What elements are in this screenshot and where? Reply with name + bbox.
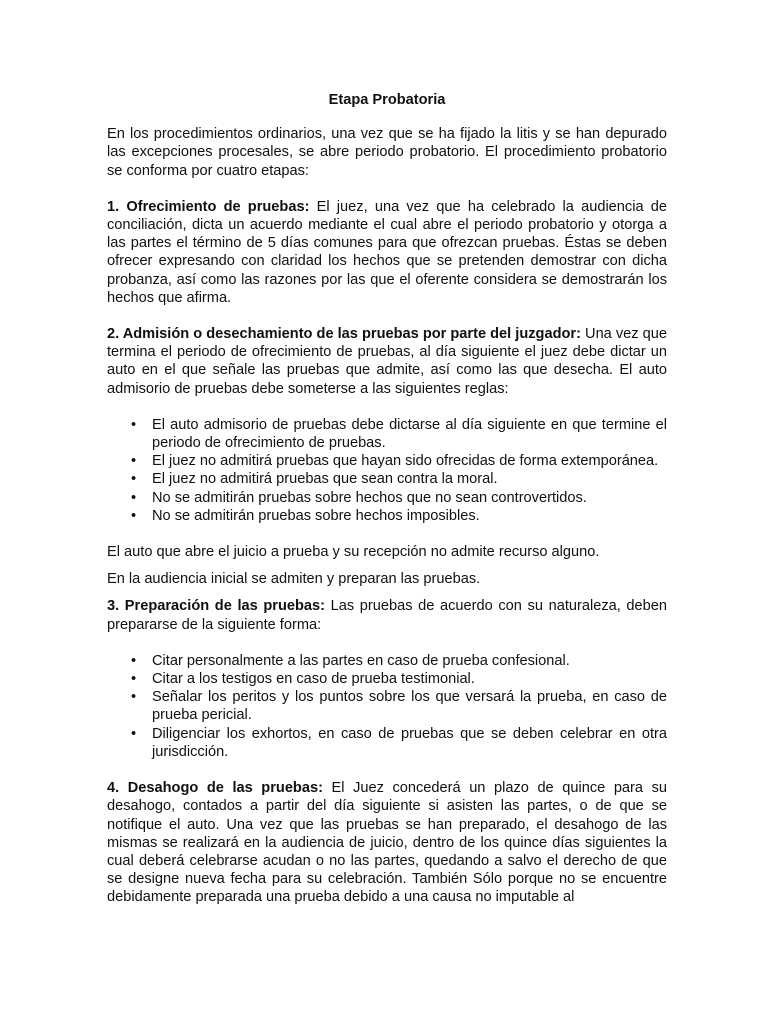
list-item (131, 489, 667, 507)
list-item-text: Diligenciar los exhortos, en caso de pruebas que se deben celebrar en otra jurisdicción. (152, 725, 667, 760)
section-ofrecimiento (107, 198, 667, 307)
section-text: El juez, una vez que ha celebrado la audiencia de conciliación, dicta un acuerdo mediante el cual abre el periodo probatorio y otorga a las partes el término de 5 días comunes para que ofrezcan pruebas. Éstas se deben ofrecer expresando con claridad los hechos que se pretenden demostrar con dicha probanza, así como las razones por las que el oferente considera se demostrarán los hechos que afirma. (107, 198, 667, 306)
preparacion-list (107, 652, 667, 761)
section-admision (107, 325, 667, 398)
list-item (131, 416, 667, 452)
intro-paragraph: En los procedimientos ordinarios, una vez que se ha fijado la litis y se han depurado las excepciones procesales, se abre periodo probatorio. El procedimiento probatorio se conforma por cuatro etapas: (107, 126, 667, 179)
list-item-text: No se admitirán pruebas sobre hechos imposibles. (152, 507, 480, 524)
admision-rules-list (107, 416, 667, 525)
section-text: El Juez concederá un plazo de quince para su desahogo, contados a partir del día siguiente si asisten las partes, o de que se notifique el auto. Una vez que las pruebas se han preparado, el desahogo de las mismas se realizará en la audiencia de juicio, dentro de los quince días siguientes la cual deberá celebrarse acudan o no las partes, quedando a salvo el derecho de que se designe nueva fecha para su celebración. También Sólo porque no se encuentre debidamente preparada una prueba debido a una causa no imputable al (107, 780, 668, 906)
list-item-text: Señalar los peritos y los puntos sobre los que versará la prueba, en caso de prueba pericial. (152, 689, 667, 724)
section-heading: 3. Preparación de las pruebas: (107, 598, 325, 615)
bullet-icon: • (131, 652, 137, 669)
list-item-text: Citar a los testigos en caso de prueba testimonial. (152, 671, 475, 688)
bullet-icon: • (131, 416, 137, 433)
list-item (131, 670, 667, 688)
list-item (131, 470, 667, 488)
list-item (131, 725, 667, 761)
section-heading: 2. Admisión o desechamiento de las pruebas por parte del juzgador: (107, 326, 581, 343)
audiencia-paragraph: En la audiencia inicial se admiten y preparan las pruebas. (107, 571, 481, 588)
list-item (131, 452, 667, 470)
section-heading: 1. Ofrecimiento de pruebas: (107, 198, 310, 215)
bullet-icon: • (131, 471, 137, 488)
page-title: Etapa Probatoria (328, 92, 446, 108)
list-item (131, 652, 667, 670)
list-item-text: El juez no admitirá pruebas que sean contra la moral. (152, 471, 498, 488)
list-item-text: No se admitirán pruebas sobre hechos que no sean controvertidos. (152, 489, 587, 506)
bullet-icon: • (131, 453, 137, 470)
list-item-text: El auto admisorio de pruebas debe dictarse al día siguiente en que termine el periodo de ofrecimiento de pruebas. (152, 416, 667, 452)
section-desahogo (107, 779, 667, 906)
section-text: Una vez que termina el periodo de ofrecimiento de pruebas, al día siguiente el juez debe dictar un auto en el que señale las pruebas que admite, así como las que desecha. El auto admisorio de pruebas debe someterse a las siguientes reglas: (107, 326, 667, 397)
list-item (131, 688, 667, 724)
bullet-icon: • (131, 725, 137, 742)
section-preparacion (107, 597, 667, 633)
recurso-paragraph: El auto que abre el juicio a prueba y su recepción no admite recurso alguno. (107, 544, 600, 561)
section-text: Las pruebas de acuerdo con su naturaleza, deben prepararse de la siguiente forma: (107, 598, 668, 633)
list-item (131, 507, 667, 525)
bullet-icon: • (131, 507, 137, 524)
section-heading: 4. Desahogo de las pruebas: (107, 780, 323, 797)
bullet-icon: • (131, 489, 137, 506)
list-item-text: Citar personalmente a las partes en caso de prueba confesional. (152, 652, 570, 669)
bullet-icon: • (131, 671, 137, 688)
bullet-icon: • (131, 689, 137, 706)
list-item-text: El juez no admitirá pruebas que hayan sido ofrecidas de forma extemporánea. (152, 453, 659, 470)
